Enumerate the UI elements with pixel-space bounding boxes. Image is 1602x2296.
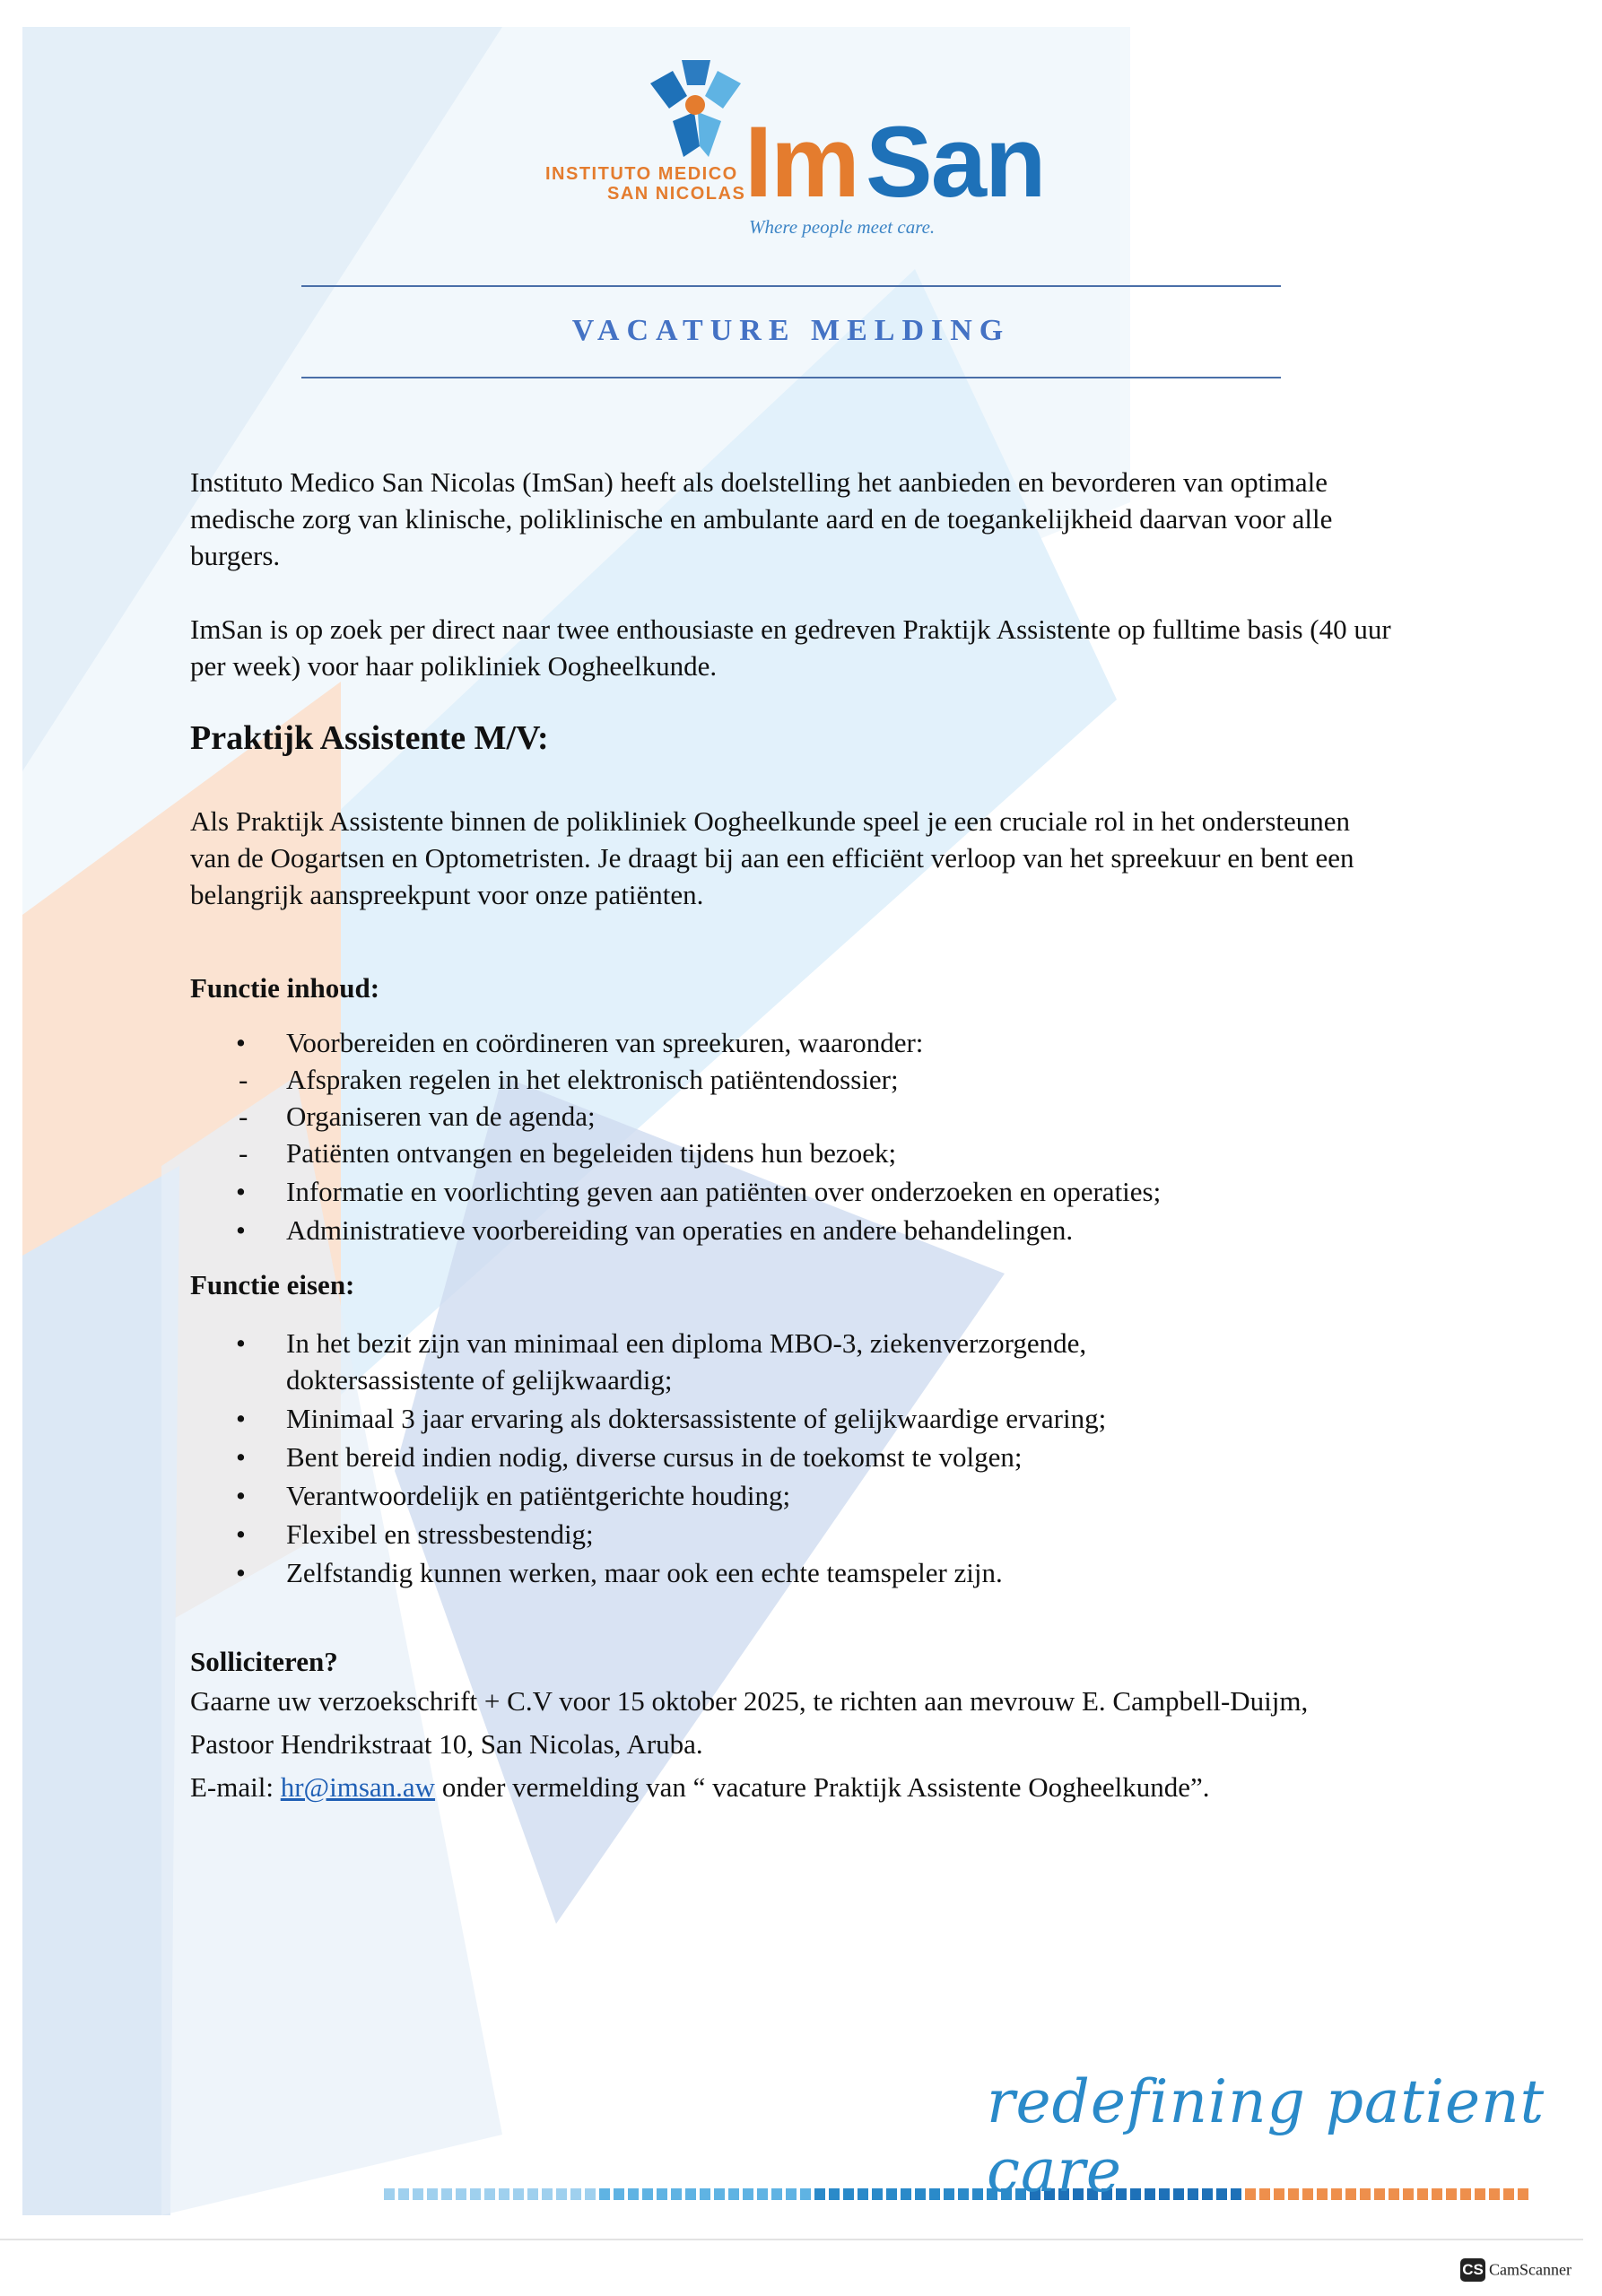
imsan-cross-icon: [646, 58, 744, 166]
list-item: • Informatie en voorlichting geven aan patiënten over onderzoeken en operaties;: [190, 1173, 1397, 1210]
requirements-list: [190, 1325, 1258, 1591]
title-rule-bottom: [301, 377, 1281, 378]
list-item: • Minimaal 3 jaar ervaring als doktersassistente of gelijkwaardige ervaring;: [190, 1400, 1258, 1437]
camscanner-watermark: [1460, 2258, 1572, 2282]
email-label: E-mail:: [190, 1771, 274, 1803]
list-item: • In het bezit zijn van minimaal een diploma MBO-3, ziekenverzorgende, doktersassistente of gelijkwaardig;: [190, 1325, 1258, 1398]
vacancy-body: [190, 464, 1397, 1809]
camscanner-icon: CS: [1460, 2258, 1485, 2282]
role-heading: Praktijk Assistente M/V:: [190, 719, 549, 757]
apply-text: Gaarne uw verzoekschrift + C.V voor 15 oktober 2025, te richten aan mevrouw E. Campbell-Duijm, Pastoor Hendrikstraat 10, San Nicolas, Aruba.: [190, 1685, 1309, 1760]
list-item: - Afspraken regelen in het elektronisch patiëntendossier;: [239, 1061, 1397, 1098]
duties-list: [190, 1024, 1397, 1248]
list-item: [190, 1024, 1397, 1171]
list-item: - Organiseren van de agenda;: [239, 1098, 1397, 1135]
logo-brand-im: Im: [744, 106, 858, 218]
logo-org-line2: SAN NICOLAS: [607, 184, 746, 204]
email-suffix: onder vermelding van “ vacature Praktijk Assistente Oogheelkunde”.: [441, 1771, 1210, 1803]
list-item: • Zelfstandig kunnen werken, maar ook een echte teamspeler zijn.: [190, 1554, 1258, 1591]
list-item: • Flexibel en stressbestendig;: [190, 1516, 1258, 1552]
duties-heading: Functie inhoud:: [190, 972, 380, 1004]
imsan-logo: [538, 58, 1058, 247]
logo-org-line1: INSTITUTO MEDICO: [545, 164, 738, 184]
duties-sublist: [286, 1061, 1397, 1171]
list-item: - Patiënten ontvangen en begeleiden tijdens hun bezoek;: [239, 1135, 1397, 1171]
list-item: • Administratieve voorbereiding van operaties en andere behandelingen.: [190, 1212, 1397, 1248]
logo-brand-san: San: [866, 106, 1045, 218]
title-rule-top: [301, 285, 1281, 287]
requirements-heading: Functie eisen:: [190, 1269, 355, 1300]
list-item: • Bent bereid indien nodig, diverse cursus in de toekomst te volgen;: [190, 1439, 1258, 1475]
apply-email-line: [190, 1766, 1397, 1809]
role-description: Als Praktijk Assistente binnen de polikliniek Oogheelkunde speel je een cruciale rol in het ondersteunen van de Oogartsen en Optometristen. Je draagt bij aan een efficiënt verloop van het spreekuur en bent een belangrijk aanspreekpunt voor onze patiënten.: [190, 805, 1354, 910]
logo-tagline: Where people meet care.: [749, 216, 936, 238]
page-title: VACATURE MELDING: [571, 314, 1011, 347]
apply-heading: Solliciteren?: [190, 1646, 338, 1677]
duty-text: Voorbereiden en coördineren van spreekuren, waaronder:: [286, 1027, 924, 1058]
list-item: • Verantwoordelijk en patiëntgerichte houding;: [190, 1477, 1258, 1514]
email-link[interactable]: hr@imsan.aw: [280, 1771, 436, 1803]
camscanner-label: CamScanner: [1489, 2260, 1572, 2279]
intro-paragraph-1: Instituto Medico San Nicolas (ImSan) heeft als doelstelling het aanbieden en bevorderen van optimale medische zorg van klinische, poliklinische en ambulante aard en de toegankelijkheid daarvan voor alle burgers.: [190, 466, 1333, 571]
footer-tagline: redefining patient care: [987, 2067, 1545, 2205]
intro-paragraph-2: ImSan is op zoek per direct naar twee enthousiaste en gedreven Praktijk Assistente op fulltime basis (40 uur per week) voor haar polikliniek Oogheelkunde.: [190, 613, 1391, 682]
